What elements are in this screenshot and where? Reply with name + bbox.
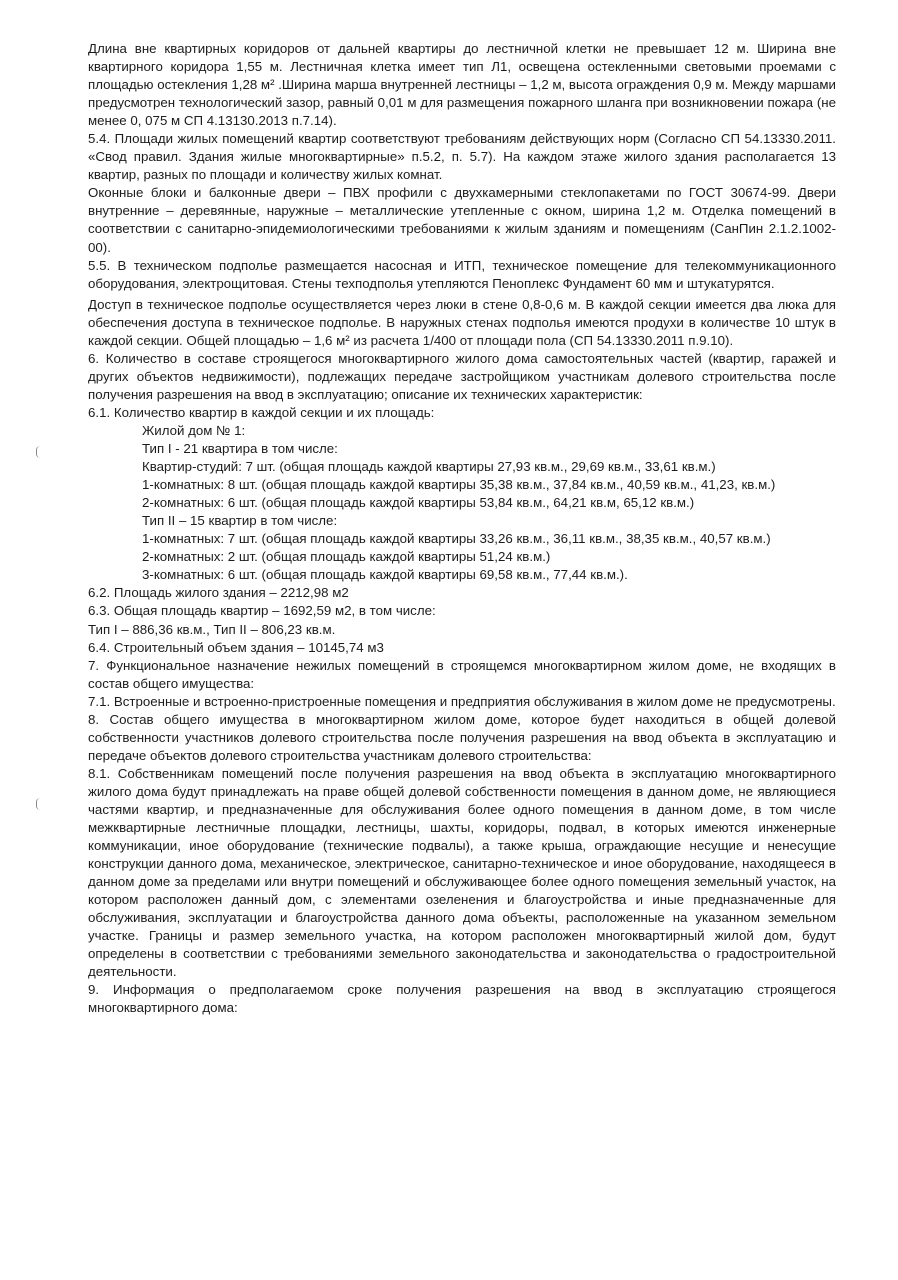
paragraph-access: Доступ в техническое подполье осуществляется через люки в стене 0,8-0,6 м. В каждой секции имеется два люка для обеспечения доступа в техническое подполье. В наружных стенах подполья имеются продухи в количестве 10 штук в каждой секции. Общей площадью – 1,6 м² из расчета 1/400 от площади пола (СП 54.13330.2011 п.9.10). xyxy=(88,296,836,348)
document-page xyxy=(88,40,836,1018)
item-7-1: 7.1. Встроенные и встроенно-пристроенные помещения и предприятия обслуживания в жилом доме не предусмотрены. xyxy=(88,693,836,709)
type2-heading: Тип II – 15 квартир в том числе: xyxy=(142,513,338,529)
paragraph-windows-doors: Оконные блоки и балконные двери – ПВХ профили с двухкамерными стеклопакетами по ГОСТ 30674-99. Двери внутренние – деревянные, наружные – металлические утепленные с окном, ширина 1,2 м. Отделка помещений в соответствии с санитарно-эпидемиологическими требованиями к жилым зданиям и помещениям (СанПин 2.1.2.1002-00). xyxy=(88,185,836,255)
item-9: 9. Информация о предполагаемом сроке получения разрешения на ввод в эксплуатацию строящегося многоквартирного дома: xyxy=(88,982,836,1016)
item-6-4: 6.4. Строительный объем здания – 10145,74 м3 xyxy=(88,639,384,655)
item-8-1: 8.1. Собственникам помещений после получения разрешения на ввод объекта в эксплуатацию многоквартирного жилого дома будут принадлежать на праве общей долевой собственности помещения в данном доме, не являющиеся частями квартир, и предназначенные для обслуживания более одного помещения в данном доме, в том числе межквартирные лестничные площадки, лестницы, шахты, коридоры, подвал, в которых имеются инженерные коммуникации, иное оборудование (технические подвалы), а также крыша, ограждающие несущие и ненесущие конструкции данного дома, механическое, электрическое, санитарно-техническое и иное оборудование, находящееся в данном доме за пределами или внутри помещений и обслуживающее более одного помещения земельный участок, на котором расположен данный дом, с элементами озеленения и благоустройства и иные предназначенные для обслуживания, эксплуатации и благоустройства данного дома объекты, расположенные на указанном земельном участке. Границы и размер земельного участка, на котором расположен многоквартирный жилой дом, будут определены в соответствии с требованиями земельного законодательства и законодательства о градостроительной деятельности. xyxy=(88,765,836,980)
paragraph-5-4: 5.4. Площади жилых помещений квартир соответствуют требованиям действующих норм (Согласно СП 54.13330.2011. «Свод правил. Здания жилые многоквартирные» п.5.2, п. 5.7). На каждом этаже жилого здания располагается 13 квартир, разных по площади и количеству жилых комнат. xyxy=(88,131,836,183)
item-7: 7. Функциональное назначение нежилых помещений в строящемся многоквартирном жилом доме, не входящих в состав общего имущества: xyxy=(88,657,836,691)
type1-heading: Тип I - 21 квартира в том числе: xyxy=(142,441,338,457)
type1-two-room-line: 2-комнатных: 6 шт. (общая площадь каждой квартиры 53,84 кв.м., 64,21 кв.м, 65,12 кв.м.) xyxy=(142,495,695,511)
paragraph-6: 6. Количество в составе строящегося многоквартирного жилого дома самостоятельных частей (квартир, гаражей и других объектов недвижимости), подлежащих передаче застройщиком участникам долевого строительства после получения разрешения на ввод в эксплуатацию; описание их технических характеристик: xyxy=(88,350,836,402)
type2-three-room-line: 3-комнатных: 6 шт. (общая площадь каждой квартиры 69,58 кв.м., 77,44 кв.м.). xyxy=(142,567,628,583)
type1-one-room-line: 1-комнатных: 8 шт. (общая площадь каждой квартиры 35,38 кв.м., 37,84 кв.м., 40,59 кв.м., 41,23, кв.м.) xyxy=(142,477,776,493)
paragraph-corridors: Длина вне квартирных коридоров от дальней квартиры до лестничной клетки не превышает 12 м. Ширина вне квартирного коридора 1,55 м. Лестничная клетка имеет тип Л1, освещена остекленными световыми проемами с площадью остекления 1,28 м² .Ширина марша внутренней лестницы – 1,2 м, высота ограждения 0,9 м. Между маршами предусмотрен технологический зазор, равный 0,01 м для размещения пожарного шланга при возникновении пожара (не менее 0, 075 м СП 4.13130.2013 п.7.14). xyxy=(88,41,836,129)
item-6-2: 6.2. Площадь жилого здания – 2212,98 м2 xyxy=(88,585,349,601)
section-6-1-title: 6.1. Количество квартир в каждой секции и их площадь: xyxy=(88,404,435,420)
type1-studio-line: Квартир-студий: 7 шт. (общая площадь каждой квартиры 27,93 кв.м., 29,69 кв.м., 33,61 кв.м.) xyxy=(142,459,716,475)
item-6-3: 6.3. Общая площадь квартир – 1692,59 м2, в том числе: xyxy=(88,603,436,619)
item-6-3-types: Тип I – 886,36 кв.м., Тип II – 806,23 кв.м. xyxy=(88,621,336,637)
punch-hole-mark xyxy=(36,798,42,810)
punch-hole-mark xyxy=(36,446,42,458)
house-label: Жилой дом № 1: xyxy=(142,422,246,438)
item-8: 8. Состав общего имущества в многоквартирном жилом доме, которое будет находиться в общей долевой собственности участников долевого строительства после получения разрешения на ввод объекта в эксплуатацию и передаче объектов долевого строительства участникам долевого строительства: xyxy=(88,711,836,763)
type2-one-room-line: 1-комнатных: 7 шт. (общая площадь каждой квартиры 33,26 кв.м., 36,11 кв.м., 38,35 кв.м., 40,57 кв.м.) xyxy=(142,531,771,547)
paragraph-5-5: 5.5. В техническом подполье размещается насосная и ИТП, техническое помещение для телекоммуникационного оборудования, электрощитовая. Стены техподполья утепляются Пеноплекс Фундамент 60 мм и штукатурятся. xyxy=(88,257,836,291)
type2-two-room-line: 2-комнатных: 2 шт. (общая площадь каждой квартиры 51,24 кв.м.) xyxy=(142,549,551,565)
